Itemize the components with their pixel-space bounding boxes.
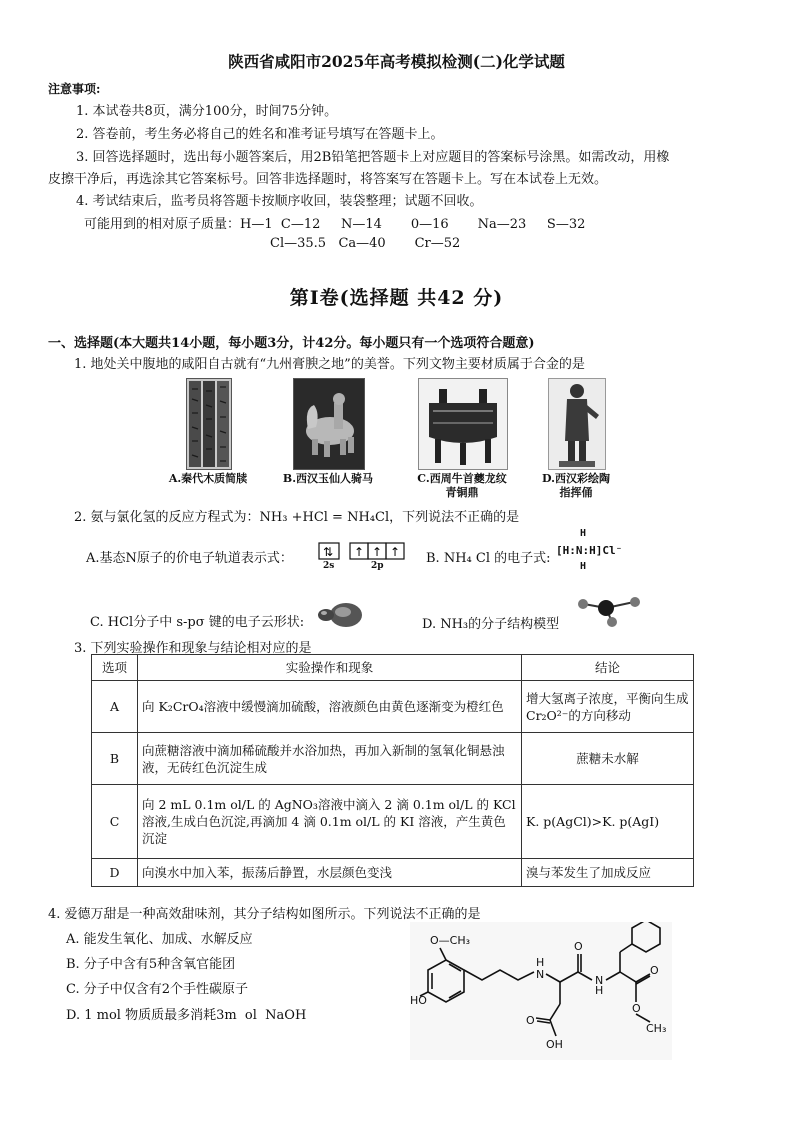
notice-item-3: 3. 回答选择题时，选出每小题答案后，用2B铅笔把答题卡上对应题目的答案标号涂黑。如需改动，用橡: [76, 150, 670, 165]
q2-option-a: A.基态N原子的价电子轨道表示式：: [86, 551, 293, 566]
q1-option-a: A.秦代木质简牍: [168, 472, 248, 485]
q1-stem: 1. 地处关中腹地的咸阳自古就有“九州膏腴之地”的美誉。下列文物主要材质属于合金的是: [74, 357, 585, 372]
row-option: C: [92, 785, 138, 859]
orbital-2s-label: 2s: [323, 561, 335, 571]
pottery-figurine-image: [548, 378, 606, 470]
q1-option-d-line2: 指挥俑: [559, 486, 593, 499]
notice-item-1: 1. 本试卷共8页，满分100分，时间75分钟。: [76, 104, 338, 119]
svg-text:⇅: ⇅: [323, 545, 334, 559]
q1-option-c-line1: C.西周牛首夔龙纹: [417, 472, 507, 485]
table-row: [92, 859, 694, 887]
experiment-table: [91, 654, 694, 887]
table-row: [92, 785, 694, 859]
q4-option-a: A. 能发生氧化、加成、水解反应: [66, 932, 253, 947]
row-conclusion: K. p(AgCl)>K. p(AgI): [522, 785, 694, 859]
jade-horse-image: [293, 378, 365, 470]
table-header-row: [92, 655, 694, 681]
atomic-masses-line-2: Cl—35.5 Ca—40 Cr—52: [270, 236, 461, 251]
ester-carbonyl-o-label: O: [650, 964, 659, 977]
notice-item-2: 2. 答卷前，考生务必将自己的姓名和准考证号填写在答题卡上。: [76, 127, 444, 142]
q4-option-c: C. 分子中仅含有2个手性碳原子: [66, 982, 249, 997]
exam-title: 陕西省咸阳市2025年高考模拟检测(二)化学试题: [228, 52, 565, 71]
row-operation: 向溴水中加入苯，振荡后静置，水层颜色变浅: [138, 859, 522, 887]
n1-h-label: H: [536, 956, 545, 969]
q1-option-b: B.西汉玉仙人骑马: [282, 472, 374, 485]
table-row: [92, 681, 694, 733]
row-operation: 向蔗糖溶液中滴加稀硫酸并水浴加热，再加入新制的氢氧化铜悬浊液，无砖红色沉淀生成: [138, 733, 522, 785]
bronze-ding-image: [418, 378, 508, 470]
row-conclusion: 溴与苯发生了加成反应: [522, 859, 694, 887]
electron-formula-h-bottom: H: [580, 561, 587, 572]
notice-heading: 注意事项:: [48, 82, 101, 96]
row-option: A: [92, 681, 138, 733]
q2-option-b: B. NH₄ Cl 的电子式:: [426, 551, 551, 566]
svg-text:↑: ↑: [372, 545, 383, 559]
electron-formula-h-top: H: [580, 528, 587, 539]
row-operation: 向 K₂CrO₄溶液中缓慢滴加硫酸，溶液颜色由黄色逐渐变为橙红色: [138, 681, 522, 733]
n1-label: N: [536, 968, 545, 981]
q2-option-c: C. HCl分子中 s-pσ 键的电子云形状:: [90, 615, 305, 630]
ch3-label: CH₃: [646, 1022, 667, 1035]
notice-item-3-cont: 皮擦干净后，再选涂其它答案标号。回答非选择题时，将答案写在答题卡上。写在本试卷上无效。: [48, 172, 608, 187]
amide-o-label: O: [574, 940, 583, 953]
q1-option-d-line1: D.西汉彩绘陶: [542, 472, 610, 485]
nh3-model-image: [574, 592, 644, 632]
q2-option-d: D. NH₃的分子结构模型: [422, 617, 560, 632]
part-title: 第Ⅰ卷(选择题 共42 分): [289, 287, 504, 309]
q4-option-d: D. 1 mol 物质质最多消耗3m ol NaOH: [66, 1008, 307, 1023]
header-option: 选项: [92, 655, 138, 681]
q2-stem: 2. 氨与氯化氢的反应方程式为：NH₃ +HCl = NH₄Cl，下列说法不正确的是: [74, 510, 520, 525]
table-row: [92, 733, 694, 785]
section-heading: 一、选择题(本大题共14小题，每小题3分，计42分。每小题只有一个选项符合题意): [48, 336, 535, 351]
oh-label: OH: [546, 1038, 563, 1051]
row-conclusion: 增大氢离子浓度，平衡向生成 Cr₂O²⁻的方向移动: [522, 681, 694, 733]
electron-cloud-image: [316, 600, 366, 634]
row-conclusion: 蔗糖未水解: [522, 733, 694, 785]
n2-h-label: H: [595, 984, 604, 997]
n2-label: N: [595, 974, 604, 987]
svg-text:↑: ↑: [390, 545, 401, 559]
advantame-structure: [410, 922, 672, 1060]
row-operation: 向 2 mL 0.1m ol/L 的 AgNO₃溶液中滴入 2 滴 0.1m ol/L 的 KCl 溶液,生成白色沉淀,再滴加 4 滴 0.1m ol/L 的 KI 溶液，产生黄色沉淀: [138, 785, 522, 859]
row-option: D: [92, 859, 138, 887]
orbital-2p-label: 2p: [371, 561, 384, 571]
q4-option-b: B. 分子中含有5种含氧官能团: [66, 957, 236, 972]
header-conclusion: 结论: [522, 655, 694, 681]
svg-text:↑: ↑: [354, 545, 365, 559]
header-operation: 实验操作和现象: [138, 655, 522, 681]
row-option: B: [92, 733, 138, 785]
notice-item-4: 4. 考试结束后，监考员将答题卡按顺序收回，装袋整理；试题不回收。: [76, 194, 483, 209]
ester-o-label: O: [632, 1002, 641, 1015]
acid-o-label: O: [526, 1014, 535, 1027]
q3-stem: 3. 下列实验操作和现象与结论相对应的是: [74, 641, 312, 656]
ho-label: HO: [410, 994, 427, 1007]
ome-label: O—CH₃: [430, 934, 471, 947]
electron-formula: [H:N:H]Cl⁻: [556, 544, 623, 557]
q4-stem: 4. 爱德万甜是一种高效甜味剂，其分子结构如图所示。下列说法不正确的是: [48, 907, 481, 922]
atomic-masses-line-1: 可能用到的相对原子质量：H—1 C—12 N—14 0—16 Na—23 S—32: [84, 217, 586, 232]
q1-option-c-line2: 青铜鼎: [445, 486, 479, 499]
bamboo-slips-image: [186, 378, 232, 470]
